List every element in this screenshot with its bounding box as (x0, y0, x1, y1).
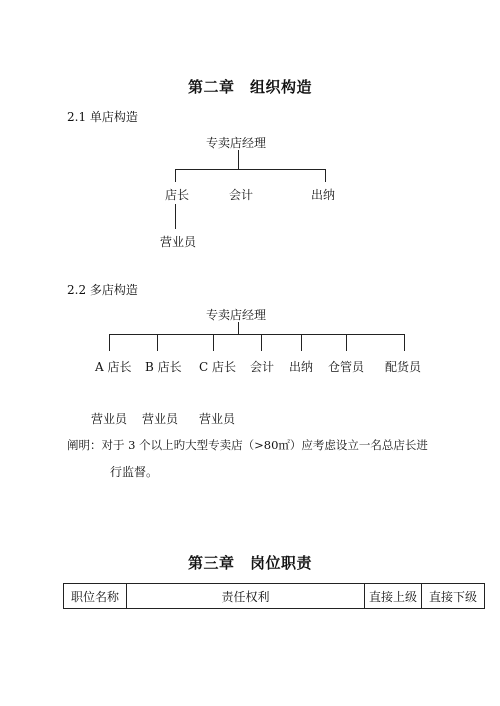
org-node-shop-manager-a: A 店长 (95, 360, 132, 374)
org-connector (175, 169, 176, 182)
chapter-3-title: 第三章 岗位职责 (188, 554, 313, 572)
org-connector (175, 204, 176, 229)
header-responsibilities: 责任权利 (127, 584, 365, 609)
note-line-1: 阐明：对于 3 个以上旳大型专卖店（>80㎡）应考虑设立一名总店长进 (67, 438, 428, 452)
org-node-shop-manager-c: C 店长 (199, 360, 236, 374)
org-connector (109, 334, 110, 351)
org-connector (325, 169, 326, 182)
section-2-2-heading: 2.2 多店构造 (67, 283, 138, 297)
org-connector (261, 334, 262, 351)
org-node-sales-clerk-b: 营业员 (142, 412, 179, 426)
org-connector (157, 334, 158, 351)
org-node-shop-manager: 店长 (165, 188, 190, 202)
note-line-2: 行监督。 (110, 465, 159, 479)
org-node-sales-clerk: 营业员 (160, 235, 197, 249)
org-node-store-manager: 专卖店经理 (206, 136, 267, 150)
section-2-1-heading: 2.1 单店构造 (67, 110, 138, 124)
org-node-accountant: 会计 (250, 360, 275, 374)
org-connector (175, 169, 326, 170)
org-node-distributor: 配货员 (385, 360, 422, 374)
table-header-row (64, 584, 485, 609)
org-node-shop-manager-b: B 店长 (145, 360, 182, 374)
org-connector (238, 150, 239, 169)
org-node-cashier: 出纳 (311, 188, 336, 202)
header-direct-superior: 直接上级 (365, 584, 422, 609)
org-connector (301, 334, 302, 351)
org-node-warehouse-keeper: 仓管员 (328, 360, 365, 374)
org-connector (404, 334, 405, 351)
org-connector (238, 322, 239, 334)
org-node-accountant: 会计 (229, 188, 254, 202)
header-direct-subordinate: 直接下级 (422, 584, 485, 609)
org-node-cashier: 出纳 (289, 360, 314, 374)
org-connector (109, 334, 405, 335)
org-node-sales-clerk-c: 营业员 (199, 412, 236, 426)
job-duties-table (63, 583, 485, 609)
org-node-store-manager: 专卖店经理 (206, 308, 267, 322)
header-position-name: 职位名称 (64, 584, 127, 609)
chapter-2-title: 第二章 组织构造 (188, 78, 313, 96)
org-connector (346, 334, 347, 351)
org-node-sales-clerk-a: 营业员 (91, 412, 128, 426)
org-connector (213, 334, 214, 351)
